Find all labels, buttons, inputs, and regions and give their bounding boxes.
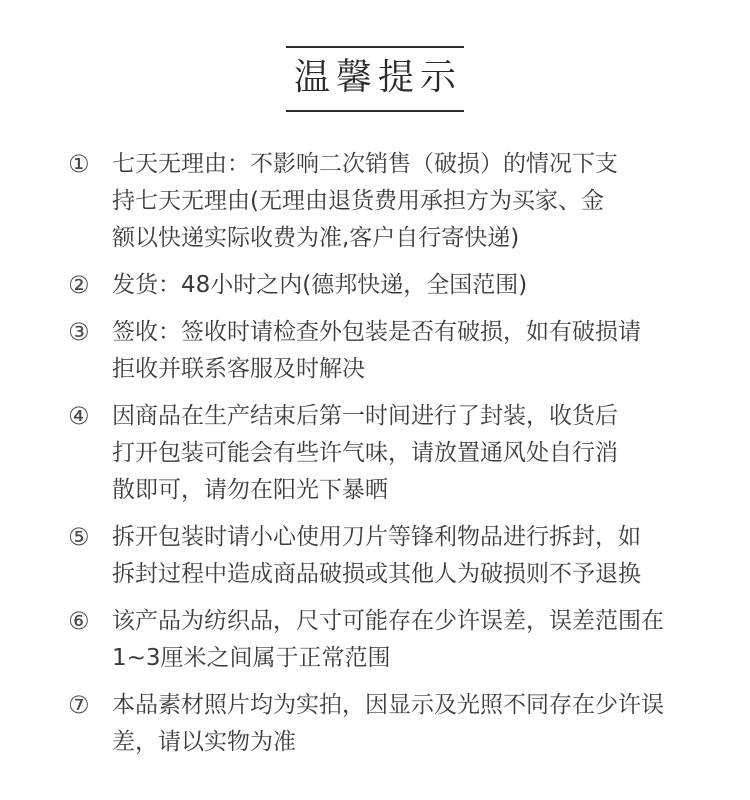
item-number: ① [68,150,90,178]
list-item [68,146,728,257]
list-item [68,519,728,593]
item-text-line: 本品素材照片均为实拍，因显示及光照不同存在少许误 [112,692,664,718]
list-item [68,398,728,509]
item-number: ⑤ [68,523,90,551]
item-number: ② [68,271,90,299]
item-text-line: 签收：签收时请检查外包装是否有破损，如有破损请 [112,319,641,345]
item-text-line: 散即可，请勿在阳光下暴晒 [112,477,388,503]
list-item [68,603,728,677]
notice-list [68,146,728,771]
item-text-line: 拆封过程中造成商品破损或其他人为破损则不予退换 [112,561,641,587]
item-text-line: 拒收并联系客服及时解决 [112,356,365,382]
item-text-line: 拆开包装时请小心使用刀片等锋利物品进行拆封，如 [112,524,641,550]
item-text-line: 七天无理由：不影响二次销售（破损）的情况下支 [112,151,618,177]
list-item [68,687,728,761]
item-text-line: 发货：48小时之内(德邦快递，全国范围) [112,272,528,298]
page-title: 温馨提示 [286,46,464,112]
item-number: ⑦ [68,691,90,719]
item-text-line: 1~3厘米之间属于正常范围 [112,645,391,671]
title-block [0,46,750,112]
item-text-line: 额以快递实际收费为准,客户自行寄快递) [112,225,520,251]
item-number: ⑥ [68,607,90,635]
item-text-line: 因商品在生产结束后第一时间进行了封装，收货后 [112,403,618,429]
item-text-line: 打开包装可能会有些许气味，请放置通风处自行消 [112,440,618,466]
list-item [68,314,728,388]
item-text-line: 该产品为纺织品，尺寸可能存在少许误差，误差范围在 [112,608,664,634]
list-item [68,267,728,304]
item-text-line: 持七天无理由(无理由退货费用承担方为买家、金 [112,188,604,214]
item-number: ③ [68,318,90,346]
item-text-line: 差，请以实物为准 [112,729,296,755]
item-number: ④ [68,402,90,430]
